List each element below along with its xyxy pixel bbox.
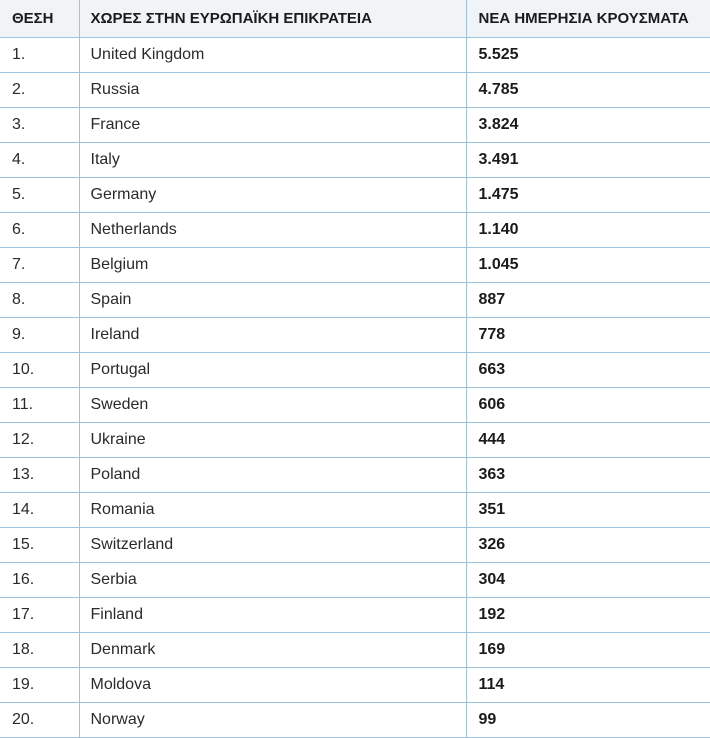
table-body [0,38,710,738]
rank-cell: 20. [0,703,79,738]
table-row [0,73,710,108]
country-cell: Italy [79,143,466,178]
cases-cell: 4.785 [466,73,710,108]
cases-cell: 1.140 [466,213,710,248]
cases-cell: 1.045 [466,248,710,283]
table-row [0,703,710,738]
cases-cell: 444 [466,423,710,458]
cases-cell: 3.824 [466,108,710,143]
rank-cell: 3. [0,108,79,143]
rank-cell: 18. [0,633,79,668]
cases-cell: 1.475 [466,178,710,213]
table-row [0,388,710,423]
cases-cell: 887 [466,283,710,318]
table-row [0,353,710,388]
cases-cell: 606 [466,388,710,423]
rank-cell: 4. [0,143,79,178]
rank-cell: 15. [0,528,79,563]
rank-cell: 1. [0,38,79,73]
rank-cell: 9. [0,318,79,353]
table-row [0,143,710,178]
rank-cell: 11. [0,388,79,423]
rank-cell: 10. [0,353,79,388]
cases-cell: 114 [466,668,710,703]
country-cell: Sweden [79,388,466,423]
cases-cell: 326 [466,528,710,563]
country-cell: Romania [79,493,466,528]
country-cell: Russia [79,73,466,108]
table-row [0,213,710,248]
table-row [0,283,710,318]
table-row [0,458,710,493]
rank-cell: 12. [0,423,79,458]
country-cell: Ireland [79,318,466,353]
table-row [0,108,710,143]
cases-cell: 663 [466,353,710,388]
table-row [0,598,710,633]
country-cell: Netherlands [79,213,466,248]
rank-cell: 19. [0,668,79,703]
rank-cell: 5. [0,178,79,213]
table-row [0,528,710,563]
table-row [0,248,710,283]
rank-cell: 6. [0,213,79,248]
country-cell: Serbia [79,563,466,598]
rank-column-header: ΘΕΣΗ [0,0,79,38]
table-row [0,668,710,703]
rank-cell: 13. [0,458,79,493]
country-cell: Moldova [79,668,466,703]
country-cell: France [79,108,466,143]
cases-cell: 5.525 [466,38,710,73]
country-cell: Ukraine [79,423,466,458]
country-column-header: ΧΩΡΕΣ ΣΤΗΝ ΕΥΡΩΠΑΪΚΗ ΕΠΙΚΡΑΤΕΙΑ [79,0,466,38]
rank-cell: 16. [0,563,79,598]
table-row [0,423,710,458]
table-row [0,38,710,73]
country-cell: Finland [79,598,466,633]
country-cell: Denmark [79,633,466,668]
table-row [0,318,710,353]
country-cell: Portugal [79,353,466,388]
cases-cell: 304 [466,563,710,598]
table-row [0,563,710,598]
rank-cell: 2. [0,73,79,108]
rank-cell: 14. [0,493,79,528]
rank-cell: 7. [0,248,79,283]
rank-cell: 8. [0,283,79,318]
cases-cell: 363 [466,458,710,493]
table-row [0,633,710,668]
country-cell: Switzerland [79,528,466,563]
cases-cell: 99 [466,703,710,738]
country-cell: Belgium [79,248,466,283]
cases-column-header: ΝΕΑ ΗΜΕΡΗΣΙΑ ΚΡΟΥΣΜΑΤΑ [466,0,710,38]
cases-cell: 3.491 [466,143,710,178]
rank-cell: 17. [0,598,79,633]
cases-cell: 778 [466,318,710,353]
country-cell: Spain [79,283,466,318]
table-row [0,178,710,213]
cases-cell: 192 [466,598,710,633]
cases-cell: 169 [466,633,710,668]
country-cell: Norway [79,703,466,738]
table-row [0,493,710,528]
country-cell: Poland [79,458,466,493]
table-header-row [0,0,710,38]
country-cell: United Kingdom [79,38,466,73]
cases-cell: 351 [466,493,710,528]
country-cell: Germany [79,178,466,213]
